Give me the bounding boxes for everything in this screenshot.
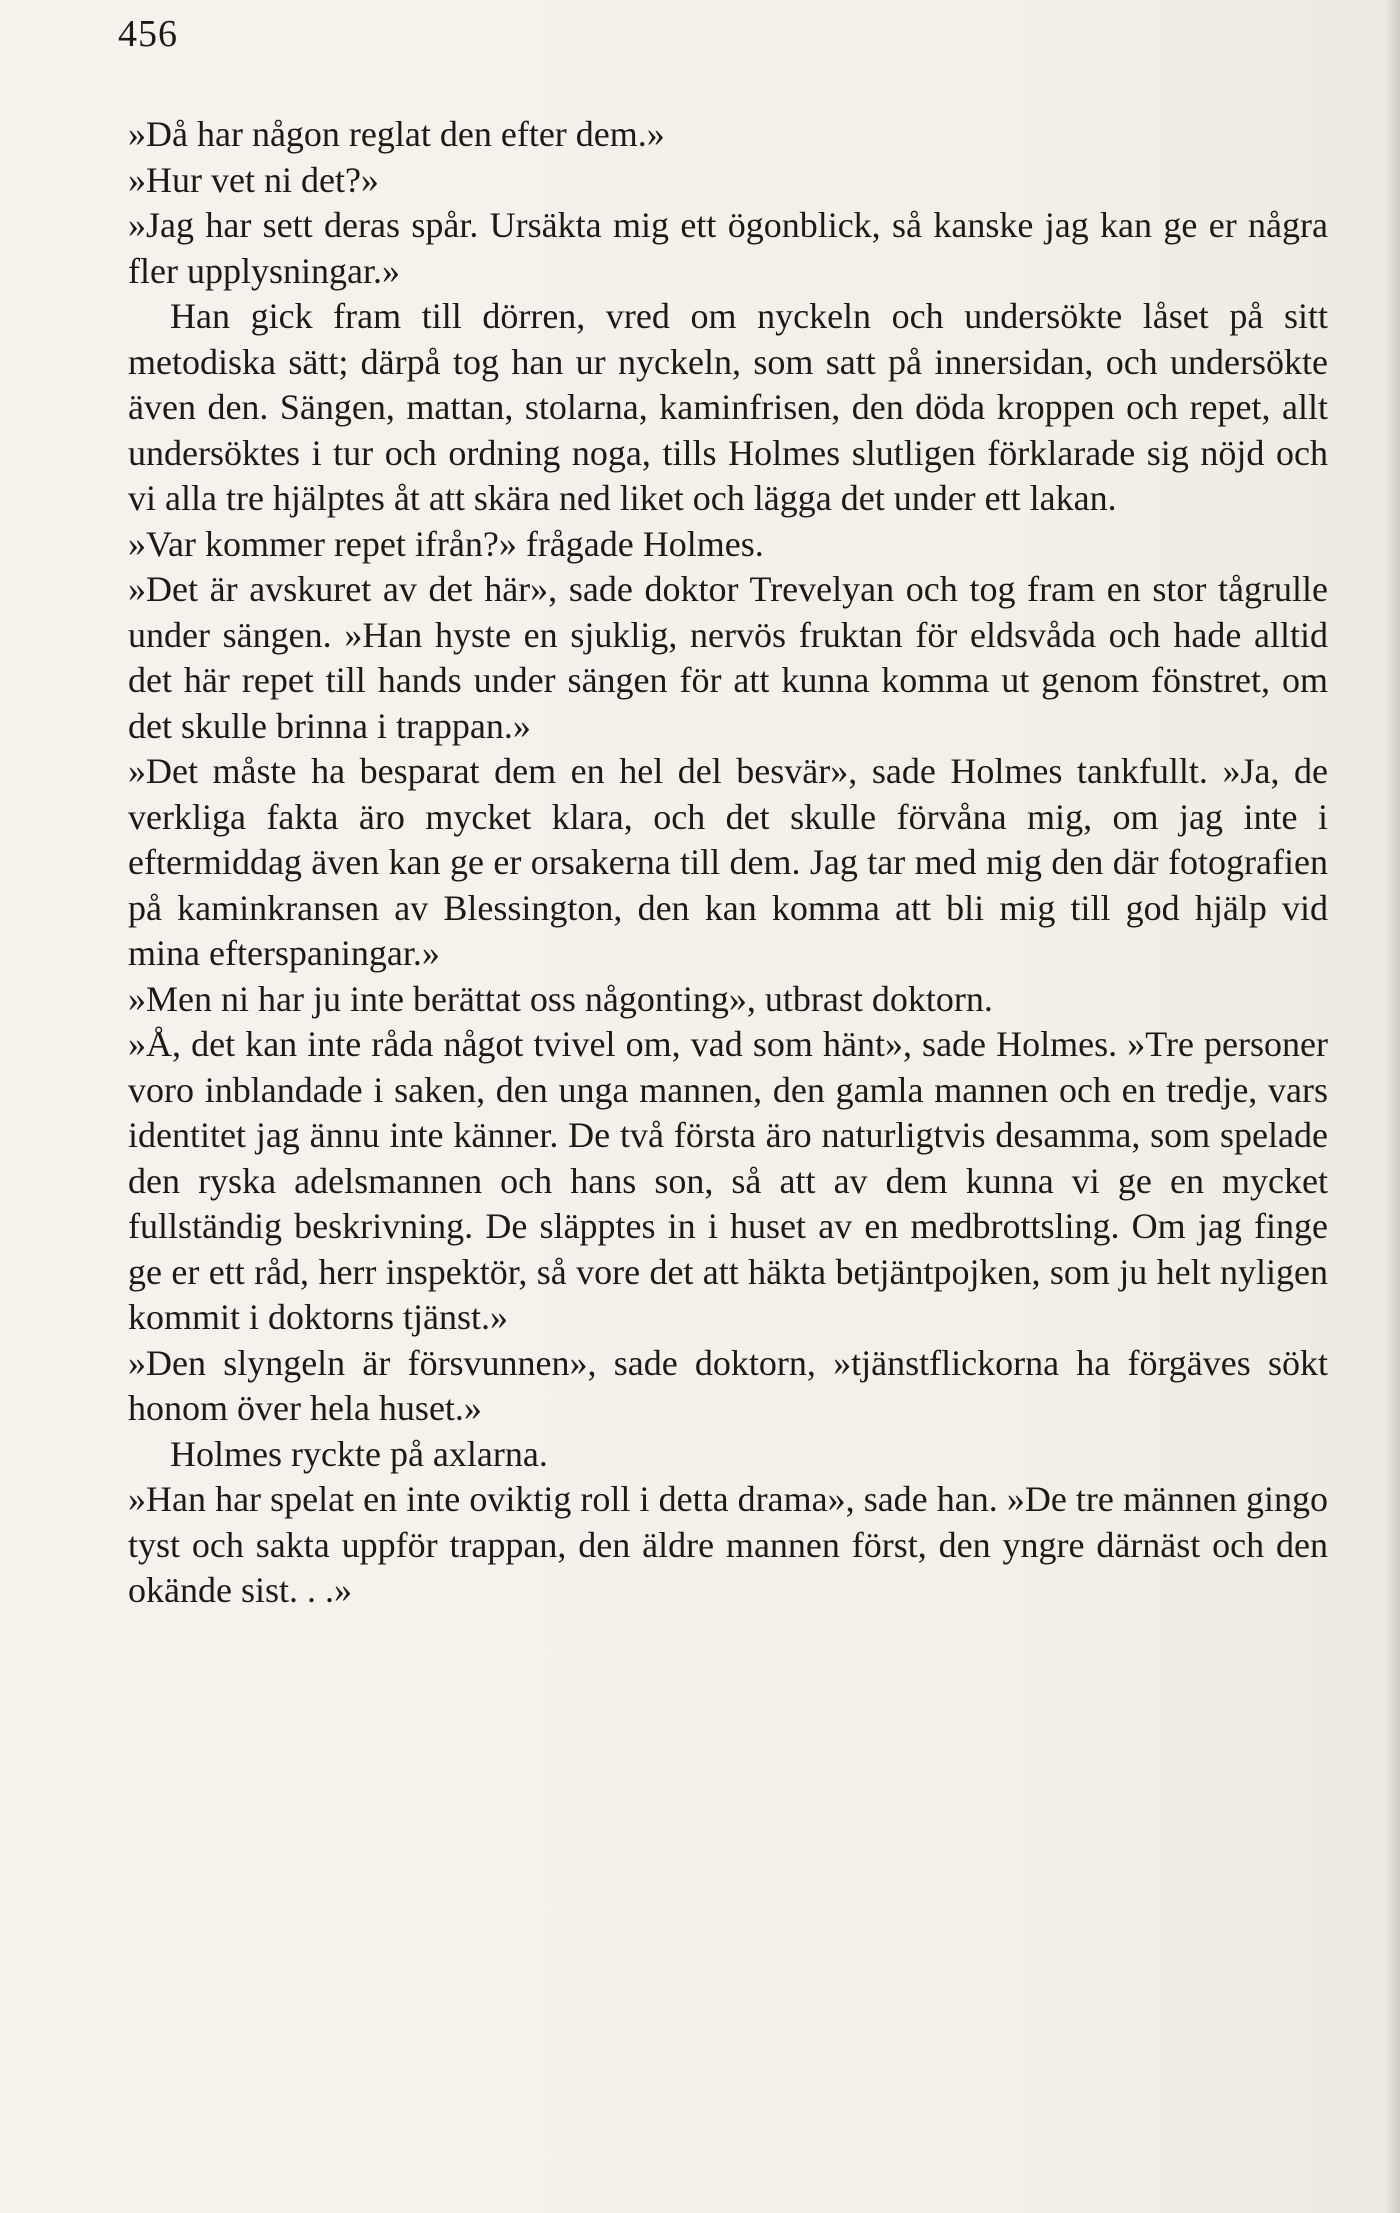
- paragraph: »Det måste ha besparat dem en hel del besvär», sade Holmes tankfullt. »Ja, de verkliga fakta äro mycket klara, och det skulle förvåna mig, om jag inte i eftermiddag även kan ge er orsakerna till dem. Jag tar med mig den där fotografien på kaminkransen av Blessington, den kan komma att bli mig till god hjälp vid mina efterspaningar.»: [128, 751, 1328, 973]
- paragraph: »Det är avskuret av det här», sade doktor Trevelyan och tog fram en stor tågrulle under sängen. »Han hyste en sjuklig, nervös fruktan för eldsvåda och hade alltid det här repet till hands under sängen för att kunna komma ut genom fönstret, om det skulle brinna i trappan.»: [128, 569, 1328, 746]
- paragraph: »Han har spelat en inte oviktig roll i detta drama», sade han. »De tre männen gingo tyst och sakta uppför trappan, den äldre mannen först, den yngre därnäst och den okände sist. . .»: [128, 1479, 1328, 1610]
- body-text: [128, 112, 1328, 1614]
- page-number: 456: [118, 13, 178, 55]
- paragraph: »Å, det kan inte råda något tvivel om, vad som hänt», sade Holmes. »Tre personer voro inblandade i saken, den unga mannen, den gamla mannen och en tredje, vars identitet jag ännu inte känner. De två första äro naturligtvis desamma, som spelade den ryska adelsmannen och hans son, så att av dem kunna vi ge en mycket fullständig beskrivning. De släpptes in i huset av en medbrottsling. Om jag finge ge er ett råd, herr inspektör, så vore det att häkta betjäntpojken, som ju helt nyligen kommit i doktorns tjänst.»: [128, 1024, 1328, 1337]
- paragraph: Holmes ryckte på axlarna.: [170, 1433, 548, 1474]
- paragraph: »Var kommer repet ifrån?» frågade Holmes.: [128, 523, 764, 564]
- paragraph: »Hur vet ni det?»: [128, 159, 379, 200]
- paragraph: »Den slyngeln är försvunnen», sade doktorn, »tjänstflickorna ha förgäves sökt honom över hela huset.»: [128, 1342, 1328, 1428]
- page-edge-shadow: [1386, 0, 1400, 2213]
- paragraph: »Men ni har ju inte berättat oss någonting», utbrast doktorn.: [128, 978, 993, 1019]
- paragraph: Han gick fram till dörren, vred om nyckeln och undersökte låset på sitt metodiska sätt; därpå tog han ur nyckeln, som satt på innersidan, och undersökte även den. Sängen, mattan, stolarna, kaminfrisen, den döda kroppen och repet, allt undersöktes i tur och ordning noga, tills Holmes slutligen förklarade sig nöjd och vi alla tre hjälptes åt att skära ned liket och lägga det under ett lakan.: [128, 296, 1328, 518]
- paragraph: »Då har någon reglat den efter dem.»: [128, 114, 665, 154]
- paragraph: »Jag har sett deras spår. Ursäkta mig ett ögonblick, så kanske jag kan ge er några fler upplysningar.»: [128, 205, 1328, 291]
